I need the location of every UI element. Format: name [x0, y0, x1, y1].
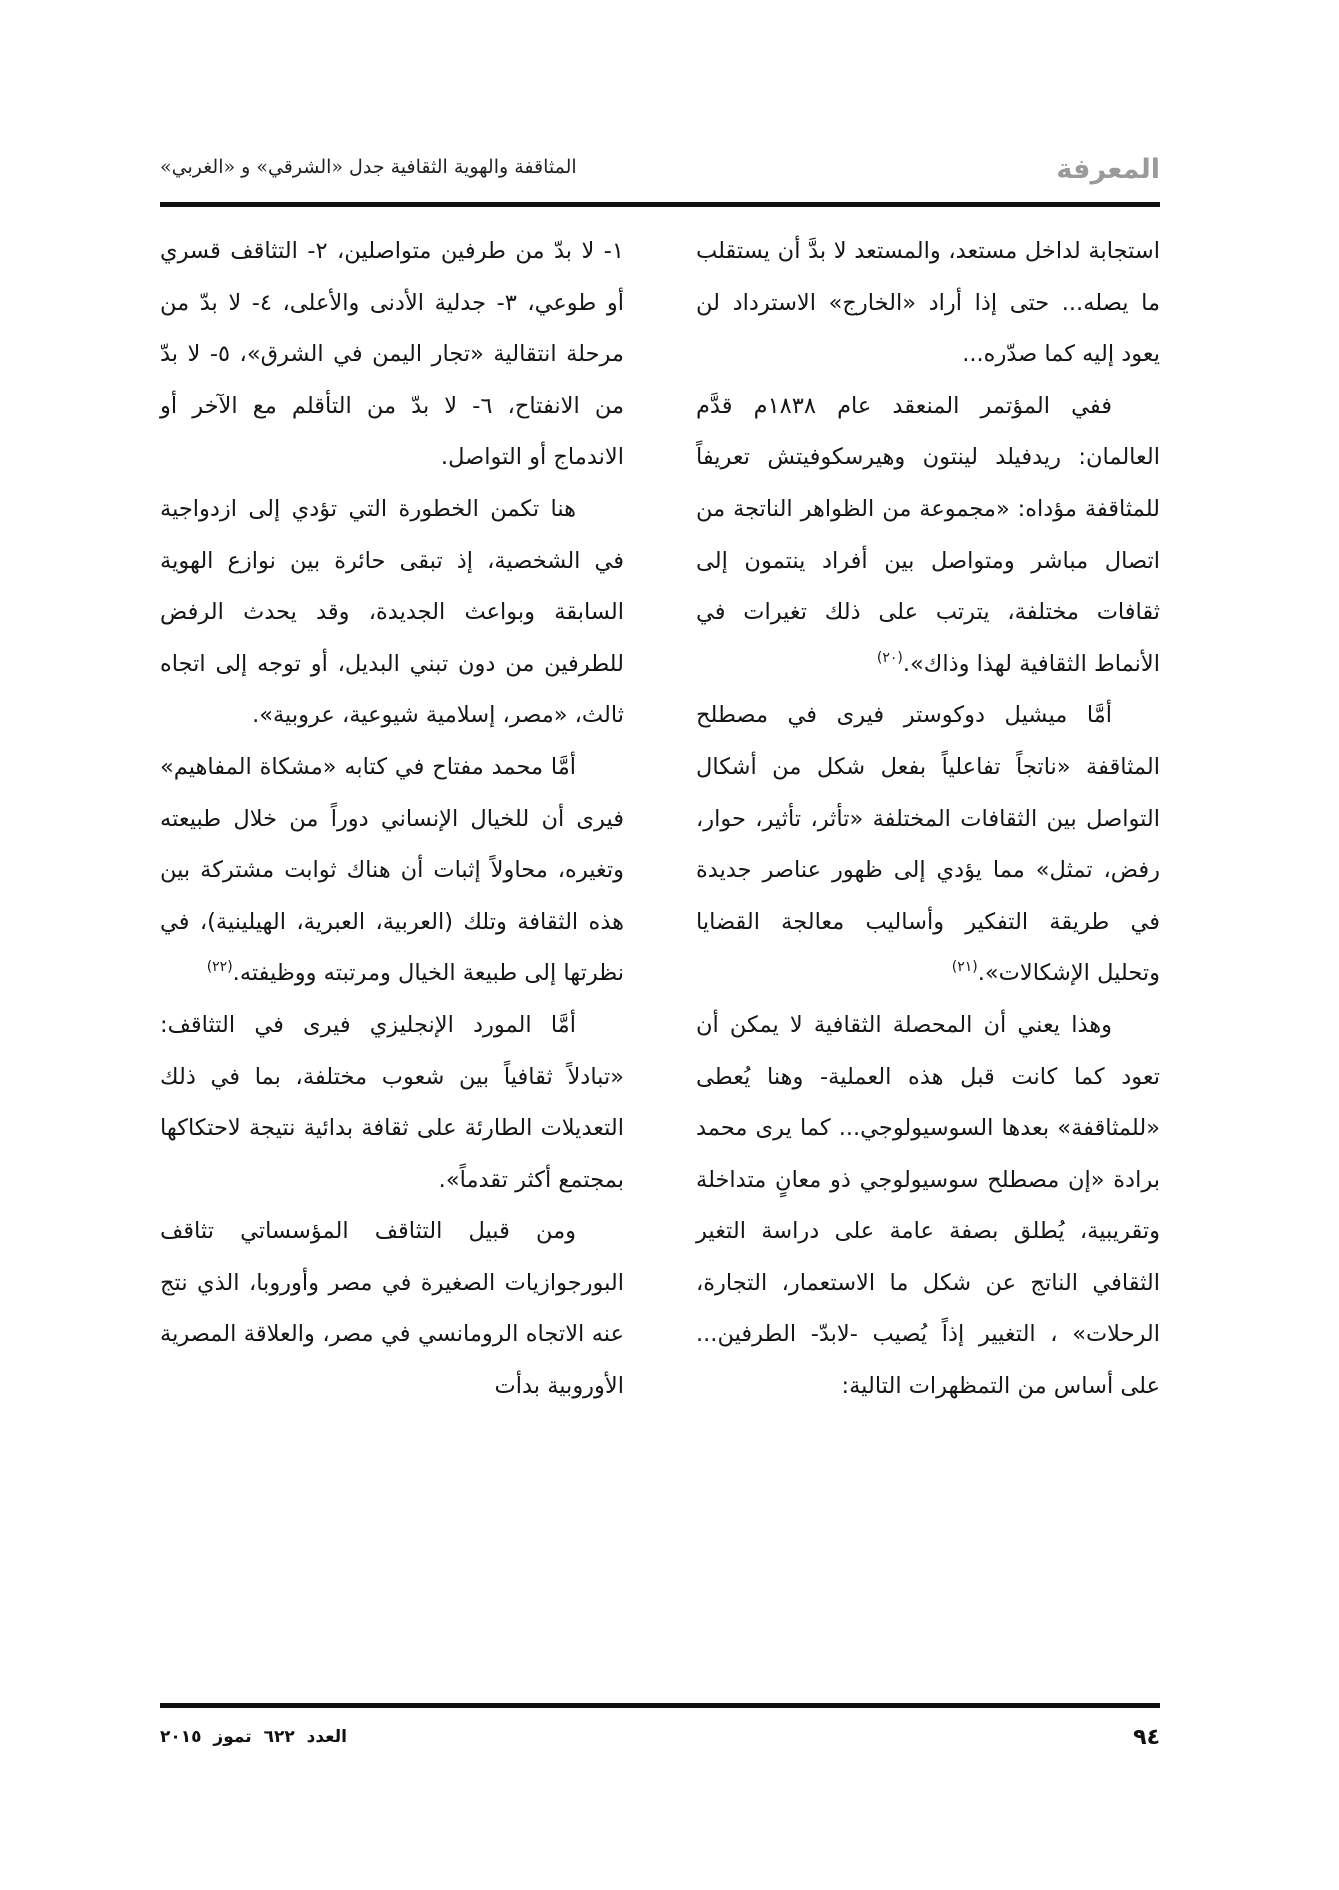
paragraph	[696, 381, 1160, 691]
paragraph-text: أمَّا ميشيل دوكوستر فيرى في مصطلح المثاقفة «ناتجاً تفاعلياً بفعل شكل من أشكال التواصل بين الثقافات المختلفة «تأثر، تأثير، حوار، رفض، تمثل» مما يؤدي إلى ظهور عناصر جديدة في طريقة التفكير وأساليب معالجة القضايا وتحليل الإشكالات».	[696, 702, 1160, 987]
paragraph: هنا تكمن الخطورة التي تؤدي إلى ازدواجية في الشخصية، إذ تبقى حائرة بين نوازع الهوية السابقة وبواعث الجديدة، وقد يحدث الرفض للطرفين من دون تبني البديل، أو توجه إلى اتجاه ثالث، «مصر، إسلامية شيوعية، عروبية».	[160, 495, 624, 729]
page-header	[160, 150, 1160, 200]
paragraph	[160, 742, 624, 1000]
issue-info: العدد ٦٢٢ تموز ٢٠١٥	[160, 1727, 347, 1747]
magazine-logo: المعرفة	[1056, 154, 1160, 185]
page-number: ٩٤	[1133, 1725, 1160, 1750]
running-title: المثاقفة والهوية الثقافية جدل «الشرقي» و «الغربي»	[160, 156, 577, 178]
paragraph: ومن قبيل التثاقف المؤسساتي تثاقف البورجوازيات الصغيرة في مصر وأوروبا، الذي نتج عنه الاتجاه الرومانسي في مصر، والعلاقة المصرية الأوروبية بدأت	[160, 1218, 624, 1400]
paragraph	[696, 690, 1160, 1000]
footnote-ref: (٢١)	[951, 959, 978, 976]
page-footer	[160, 1725, 1160, 1765]
left-column	[160, 226, 624, 1413]
footnote-ref: (٢٠)	[876, 649, 903, 666]
footnote-ref: (٢٢)	[206, 959, 233, 976]
paragraph-text: ففي المؤتمر المنعقد عام ١٨٣٨م قدَّم العالمان: ريدفيلد لينتون وهيرسكوفيتش تعريفاً للمثاقفة مؤداه: «مجموعة من الظواهر الناتجة من اتصال مباشر ومتواصل بين أفراد ينتمون إلى ثقافات مختلفة، يترتب على ذلك تغيرات في الأنماط الثقافية لهذا وذاك».	[696, 392, 1160, 677]
paragraph: أمَّا المورد الإنجليزي فيرى في التثاقف: «تبادلاً ثقافياً بين شعوب مختلفة، بما في ذلك التعديلات الطارئة على ثقافة بدائية نتيجة لاحتكاكها بمجتمع أكثر تقدماً».	[160, 1011, 624, 1193]
paragraph-text: أمَّا محمد مفتاح في كتابه «مشكاة المفاهيم» فيرى أن للخيال الإنساني دوراً من خلال طبيعته وتغيره، محاولاً إثبات أن هناك ثوابت مشتركة بين هذه الثقافة وتلك (العربية، العبرية، الهيلينية)، في نظرتها إلى طبيعة الخيال ومرتبته ووظيفته.	[160, 753, 624, 987]
right-column	[696, 226, 1160, 1413]
footer-rule	[160, 1703, 1160, 1708]
paragraph: ١- لا بدّ من طرفين متواصلين، ٢- التثاقف قسري أو طوعي، ٣- جدلية الأدنى والأعلى، ٤- لا بدّ من مرحلة انتقالية «تجار اليمن في الشرق»، ٥- لا بدّ من الانفتاح، ٦- لا بدّ من التأقلم مع الآخر أو الاندماج أو التواصل.	[160, 238, 624, 471]
paragraph: استجابة لداخل مستعد، والمستعد لا بدَّ أن يستقلب ما يصله... حتى إذا أراد «الخارج» الاسترداد لن يعود إليه كما صدّره...	[696, 238, 1160, 368]
header-rule	[160, 202, 1160, 207]
paragraph: وهذا يعني أن المحصلة الثقافية لا يمكن أن تعود كما كانت قبل هذه العملية- وهنا يُعطى «للمثاقفة» بعدها السوسيولوجي... كما يرى محمد برادة «إن مصطلح سوسيولوجي ذو معانٍ متداخلة وتقريبية، يُطلق بصفة عامة على دراسة التغير الثقافي الناتج عن شكل ما الاستعمار، التجارة، الرحلات» ، التغيير إذاً يُصيب -لابدّ- الطرفين... على أساس من التمظهرات التالية:	[696, 1011, 1160, 1400]
